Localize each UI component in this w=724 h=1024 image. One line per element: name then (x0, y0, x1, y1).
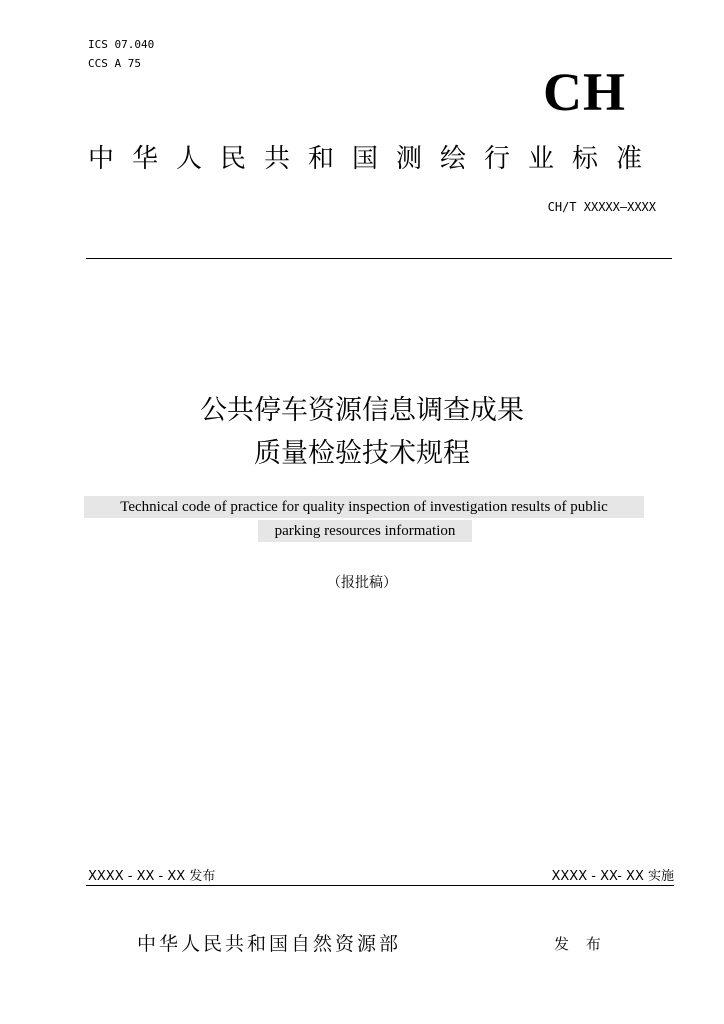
bottom-divider (86, 885, 674, 886)
standard-number: CH/T XXXXX—XXXX (547, 200, 656, 214)
ics-code: ICS 07.040 (88, 38, 155, 51)
english-title-line-2: parking resources information (258, 520, 472, 542)
publish-label: 发 布 (554, 935, 607, 953)
ccs-code: CCS A 75 (88, 57, 141, 70)
draft-status: （报批稿） (327, 575, 397, 591)
ch-standard-mark: CH (543, 62, 626, 122)
top-divider (86, 258, 672, 259)
industry-standard-heading: 中华人民共和国测绘行业标准 (88, 144, 661, 174)
implementation-date: XXXX - XX- XX 实施 (551, 869, 674, 884)
issue-date: XXXX - XX - XX 发布 (88, 869, 216, 884)
english-title-line-1: Technical code of practice for quality inspection of investigation results of public (84, 496, 644, 518)
issuing-authority: 中华人民共和国自然资源部 (137, 933, 402, 955)
title-line-2: 质量检验技术规程 (254, 438, 470, 469)
title-line-1: 公共停车资源信息调查成果 (200, 395, 524, 426)
